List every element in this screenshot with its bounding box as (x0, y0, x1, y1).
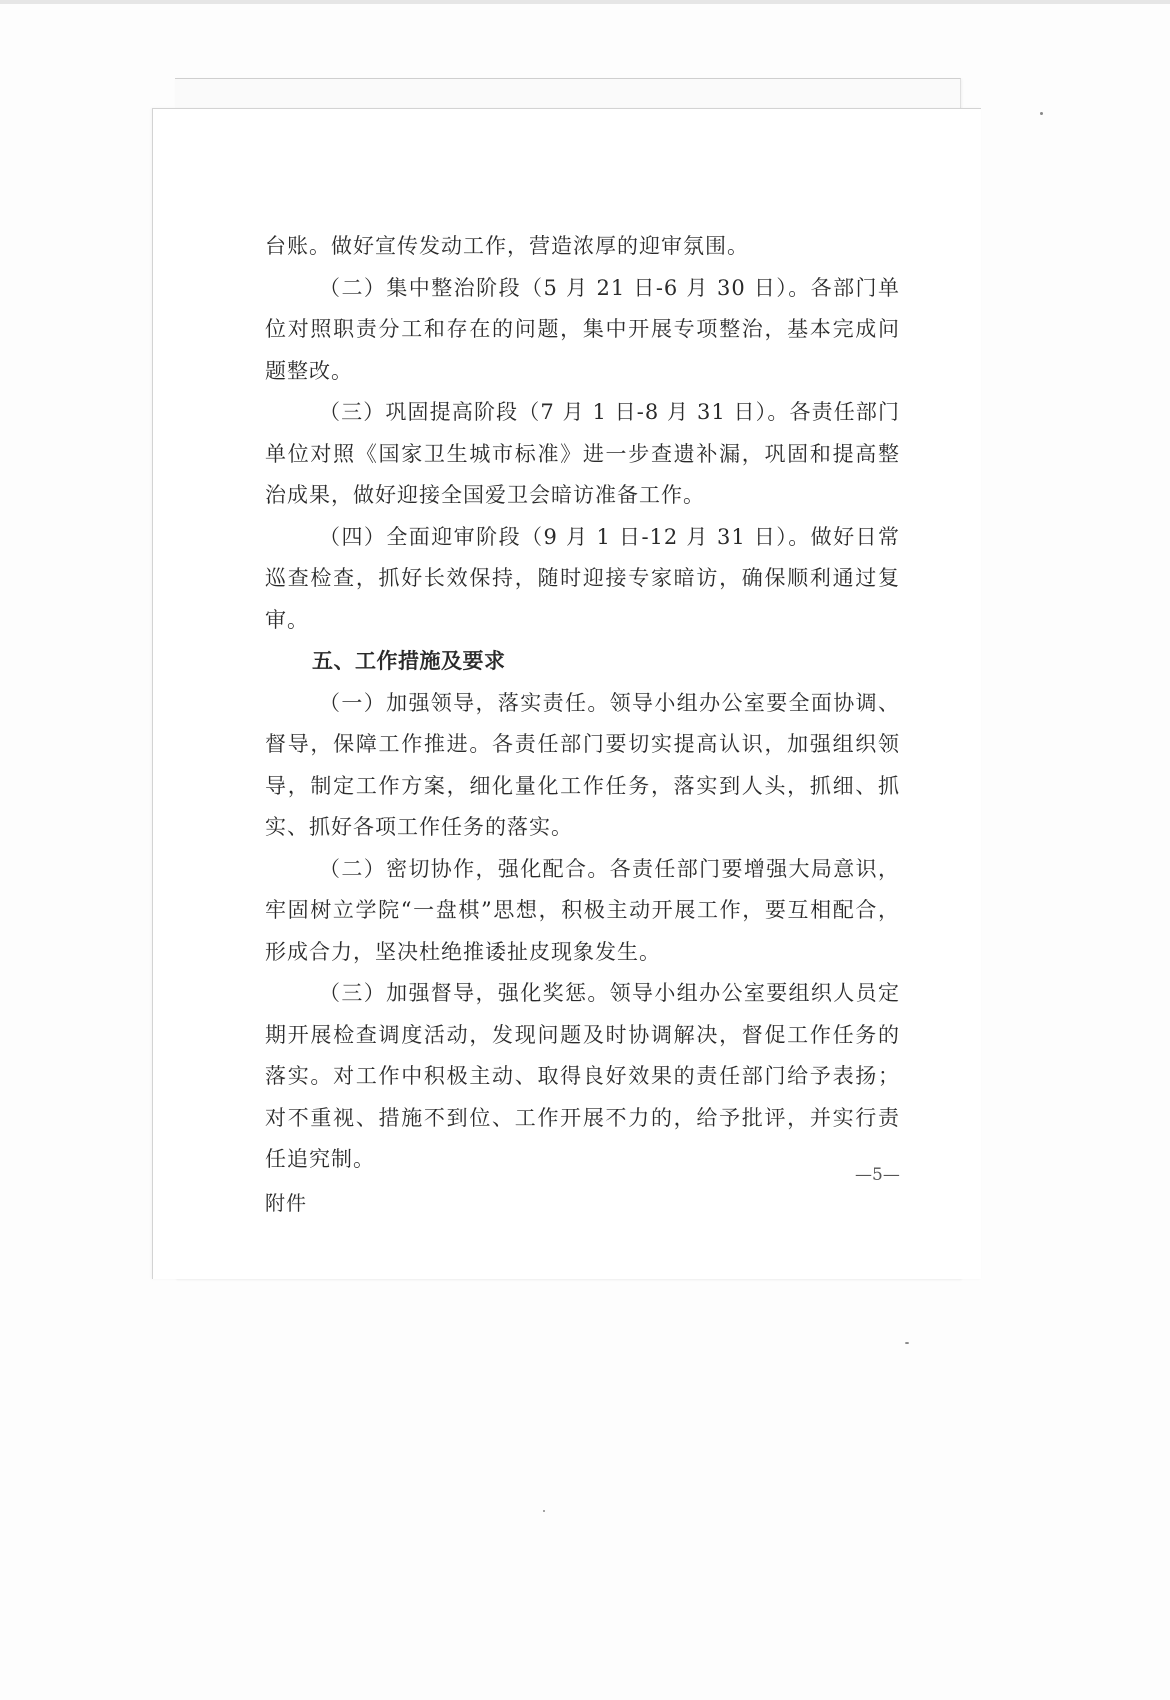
paragraph-continuation: 台账。做好宣传发动工作，营造浓厚的迎审氛围。 (265, 234, 749, 258)
scan-top-edge (0, 0, 1170, 4)
paragraph-measure-1: （一）加强领导，落实责任。领导小组办公室要全面协调、督导，保障工作推进。各责任部门要切实提高认识，加强组织领导，制定工作方案，细化量化工作任务，落实到人头，抓细、抓实、抓好各项工作任务的落实。 (265, 690, 900, 839)
paragraph-measure-3: （三）加强督导，强化奖惩。领导小组办公室要组织人员定期开展检查调度活动，发现问题及时协调解决，督促工作任务的落实。对工作中积极主动、取得良好效果的责任部门给予表扬；对不重视、措施不到位、工作开展不力的，给予批评，并实行责任追究制。 (265, 981, 900, 1171)
page-number: —5— (855, 1165, 900, 1185)
scan-speck (1040, 112, 1043, 115)
paragraph-measure-2: （二）密切协作，强化配合。各责任部门要增强大局意识，牢固树立学院“一盘棋”思想，积极主动开展工作，要互相配合，形成合力，坚决杜绝推诿扯皮现象发生。 (265, 856, 900, 964)
paragraph-stage-2: （二）集中整治阶段（5 月 21 日-6 月 30 日）。各部门单位对照职责分工和存在的问题，集中开展专项整治，基本完成问题整改。 (265, 275, 900, 383)
paragraph-stage-4: （四）全面迎审阶段（9 月 1 日-12 月 31 日）。做好日常巡查检查，抓好长效保持，随时迎接专家暗访，确保顺利通过复审。 (265, 524, 900, 632)
scan-speck (905, 1342, 909, 1344)
paragraph-stage-3: （三）巩固提高阶段（7 月 1 日-8 月 31 日）。各责任部门单位对照《国家卫生城市标准》进一步查遗补漏，巩固和提高整治成果，做好迎接全国爱卫会暗访准备工作。 (265, 400, 900, 507)
scan-speck (543, 1510, 545, 1512)
document-body (265, 226, 900, 1224)
attachment-label: 附件 (265, 1190, 307, 1215)
section-heading: 五、工作措施及要求 (312, 649, 506, 673)
